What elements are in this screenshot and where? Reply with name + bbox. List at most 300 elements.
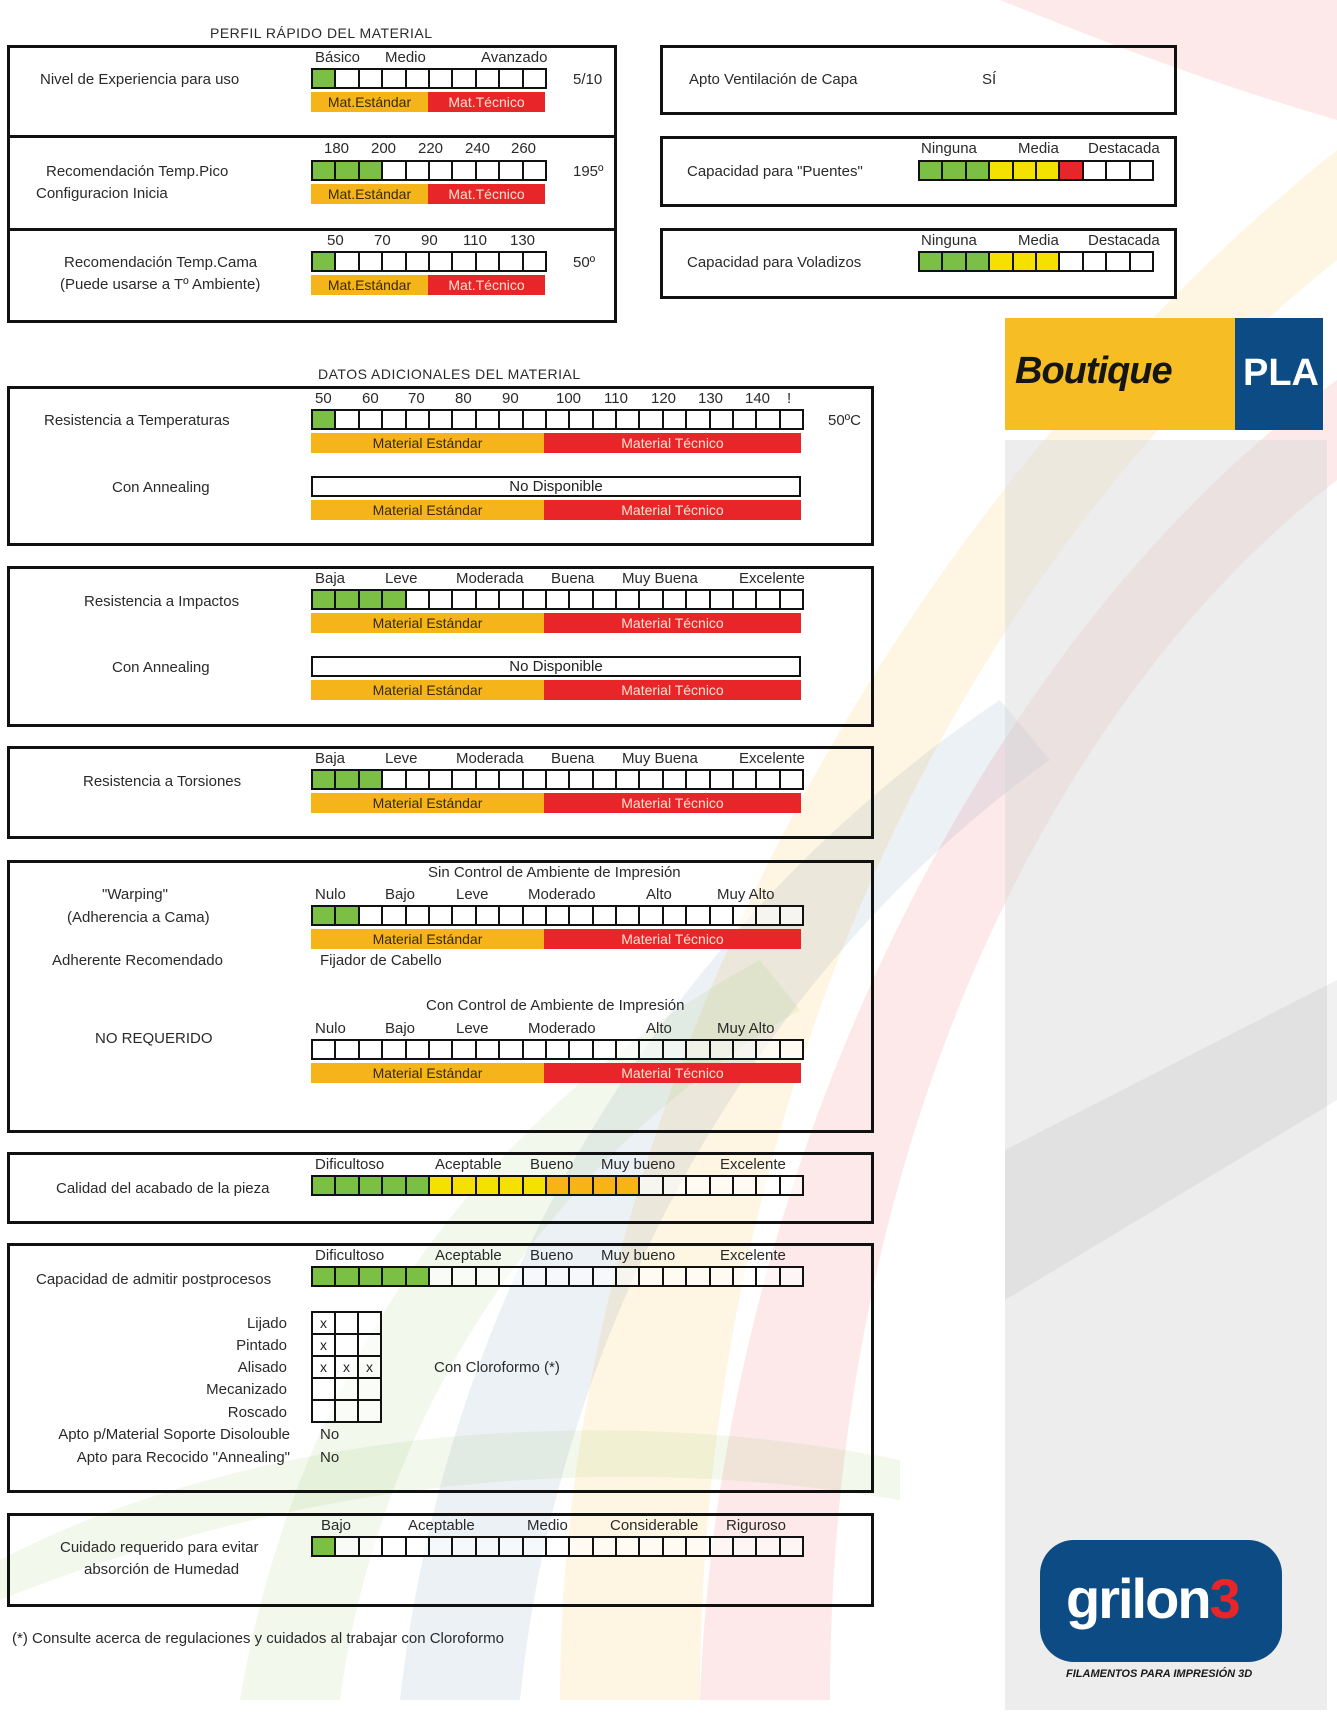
gauge-cell [1014, 162, 1037, 179]
process-mark [359, 1379, 382, 1401]
gauge-cell [990, 253, 1013, 270]
scale-label: Avanzado [481, 49, 548, 66]
scale-label: Ninguna [921, 140, 977, 157]
gauge-cell [943, 253, 966, 270]
scale-label: 130 [698, 390, 724, 407]
scale-label: 80 [455, 390, 472, 407]
gauge-cell [711, 1177, 734, 1194]
scale-label: 70 [374, 232, 391, 249]
gauge-cell [664, 1041, 687, 1058]
postprocesos-gauge [311, 1266, 804, 1287]
gauge-cell [407, 253, 430, 270]
gauge-cell [711, 1041, 734, 1058]
puentes-label: Capacidad para "Puentes" [687, 163, 863, 180]
gauge-cell [734, 1268, 757, 1285]
scale-label: Muy Alto [717, 1020, 775, 1037]
gauge-cell [407, 1177, 430, 1194]
gauge-cell [920, 253, 943, 270]
temp-cama-value: 50º [573, 254, 596, 271]
scale-label: 90 [502, 390, 519, 407]
datos-title: DATOS ADICIONALES DEL MATERIAL [318, 366, 581, 382]
gauge-cell [734, 771, 757, 788]
gauge-cell [453, 907, 476, 924]
humedad-gauge [311, 1536, 804, 1557]
scale-label: 120 [651, 390, 677, 407]
soporte-label: Apto p/Material Soporte Disolouble [58, 1426, 290, 1443]
warping-con-gauge [311, 1039, 804, 1060]
perfil-title: PERFIL RÁPIDO DEL MATERIAL [210, 25, 433, 41]
gauge-cell [430, 1041, 453, 1058]
gauge-cell [360, 771, 383, 788]
gauge-cell [547, 1041, 570, 1058]
gauge-cell [313, 1177, 336, 1194]
band-std: Material Estándar [311, 1063, 544, 1083]
gauge-cell [617, 591, 640, 608]
scale-label: Media [1018, 140, 1059, 157]
warping-label-2: (Adherencia a Cama) [67, 909, 210, 926]
voladizos-label: Capacidad para Voladizos [687, 254, 862, 271]
gauge-cell [313, 411, 336, 428]
boutique-text: Boutique [1015, 350, 1172, 392]
temp-pico-label: Recomendación Temp.Pico [46, 163, 229, 180]
gauge-cell [664, 907, 687, 924]
impactos-no-disponible: No Disponible [311, 656, 801, 677]
gauge-cell [500, 771, 523, 788]
band-tec: Material Técnico [544, 613, 801, 633]
process-label-alisado: Alisado [237, 1359, 287, 1376]
scale-label: 90 [421, 232, 438, 249]
scale-label: 260 [511, 140, 537, 157]
gauge-cell [383, 253, 406, 270]
band-std: Material Estándar [311, 500, 544, 520]
gauge-cell [547, 1268, 570, 1285]
gauge-cell [313, 253, 336, 270]
scale-label: Ninguna [921, 232, 977, 249]
process-row-pintado [313, 1335, 382, 1357]
gauge-cell [943, 162, 966, 179]
scale-label: 50 [315, 390, 332, 407]
gauge-cell [430, 162, 453, 179]
scale-label: Muy bueno [601, 1247, 676, 1264]
scale-label: Bueno [530, 1156, 574, 1173]
gauge-cell [500, 70, 523, 87]
gauge-cell [594, 771, 617, 788]
humedad-label: Cuidado requerido para evitar [60, 1539, 259, 1556]
gauge-cell [594, 1538, 617, 1555]
gauge-cell [1037, 162, 1060, 179]
scale-label: Excelente [739, 570, 805, 587]
impactos-annealing-band [311, 680, 801, 700]
gauge-cell [453, 1041, 476, 1058]
gauge-cell [1131, 162, 1154, 179]
grilon-logo [1040, 1540, 1282, 1662]
ventilacion-value: SÍ [982, 71, 997, 88]
scale-label: Excelente [720, 1156, 786, 1173]
gauge-cell [711, 1538, 734, 1555]
gauge-cell [477, 162, 500, 179]
scale-label: 70 [408, 390, 425, 407]
band-tec: Material Técnico [544, 929, 801, 949]
gauge-cell [617, 1041, 640, 1058]
scale-label: Destacada [1088, 140, 1160, 157]
scale-label: Leve [456, 1020, 489, 1037]
gauge-cell [524, 70, 547, 87]
gauge-cell [430, 1268, 453, 1285]
warping-con-title: Con Control de Ambiente de Impresión [426, 997, 685, 1014]
gauge-cell [594, 1041, 617, 1058]
gauge-cell [990, 162, 1013, 179]
gauge-cell [734, 1177, 757, 1194]
gauge-cell [920, 162, 943, 179]
gauge-cell [711, 591, 734, 608]
gauge-cell [640, 771, 663, 788]
gauge-cell [757, 1041, 780, 1058]
gauge-cell [687, 1177, 710, 1194]
scale-label: Bueno [530, 1247, 574, 1264]
gauge-cell [500, 162, 523, 179]
postprocesos-label: Capacidad de admitir postprocesos [36, 1271, 272, 1288]
gauge-cell [664, 1538, 687, 1555]
gauge-cell [570, 907, 593, 924]
gauge-cell [407, 771, 430, 788]
scale-label: Moderada [456, 570, 524, 587]
gauge-cell [781, 411, 804, 428]
no-requerido: NO REQUERIDO [95, 1030, 213, 1047]
process-mark [359, 1401, 382, 1423]
scale-label: Nulo [315, 1020, 346, 1037]
gauge-cell [570, 1538, 593, 1555]
gauge-cell [430, 591, 453, 608]
band-std: Mat.Estándar [311, 275, 428, 295]
scale-label: Alto [646, 886, 672, 903]
gauge-cell [453, 771, 476, 788]
gauge-cell [477, 1268, 500, 1285]
gauge-cell [640, 591, 663, 608]
gauge-cell [407, 1538, 430, 1555]
temperaturas-no-disponible: No Disponible [311, 476, 801, 497]
gauge-cell [524, 253, 547, 270]
gauge-cell [757, 1538, 780, 1555]
gauge-cell [617, 771, 640, 788]
gauge-cell [336, 1538, 359, 1555]
gauge-cell [453, 1538, 476, 1555]
gauge-cell [453, 591, 476, 608]
temperaturas-band [311, 433, 801, 453]
scale-label: Media [1018, 232, 1059, 249]
gauge-cell [664, 411, 687, 428]
process-mark: x [336, 1357, 359, 1379]
gauge-cell [757, 1268, 780, 1285]
scale-label: Dificultoso [315, 1247, 385, 1264]
pla-logo [1235, 318, 1323, 430]
process-mark: x [313, 1335, 336, 1357]
gauge-cell [617, 1538, 640, 1555]
gauge-cell [524, 411, 547, 428]
scale-label: Baja [315, 750, 346, 767]
gauge-cell [430, 1538, 453, 1555]
scale-label: Bajo [385, 886, 416, 903]
gauge-cell [360, 591, 383, 608]
gauge-cell [313, 162, 336, 179]
gauge-cell [687, 411, 710, 428]
gauge-cell [453, 70, 476, 87]
gauge-cell [617, 1268, 640, 1285]
gauge-cell [500, 1538, 523, 1555]
soporte-value: No [320, 1426, 340, 1443]
temperaturas-gauge [311, 409, 804, 430]
process-mark [336, 1401, 359, 1423]
scale-label: Básico [315, 49, 361, 66]
scale-label: 50 [327, 232, 344, 249]
gauge-cell [734, 411, 757, 428]
gauge-cell [430, 411, 453, 428]
band-tec: Material Técnico [544, 680, 801, 700]
scale-label: Moderado [528, 886, 596, 903]
scale-label: Medio [385, 49, 426, 66]
gauge-cell [477, 591, 500, 608]
gauge-cell [687, 771, 710, 788]
gauge-cell [453, 162, 476, 179]
band-tec: Material Técnico [544, 1063, 801, 1083]
gauge-cell [407, 1268, 430, 1285]
gauge-cell [336, 771, 359, 788]
gauge-cell [336, 1268, 359, 1285]
process-mark: x [359, 1357, 382, 1379]
gauge-cell [336, 70, 359, 87]
gauge-cell [383, 1041, 406, 1058]
gauge-cell [407, 70, 430, 87]
gauge-cell [967, 162, 990, 179]
scale-label: 220 [418, 140, 444, 157]
gauge-cell [570, 771, 593, 788]
gauge-cell [547, 1538, 570, 1555]
gauge-cell [1084, 162, 1107, 179]
gauge-cell [453, 253, 476, 270]
band-std: Mat.Estándar [311, 184, 428, 204]
gauge-cell [524, 1538, 547, 1555]
process-row-lijado [313, 1313, 382, 1335]
temp-cama-gauge [311, 251, 547, 272]
gauge-cell [336, 1177, 359, 1194]
gauge-cell [477, 70, 500, 87]
experiencia-value: 5/10 [573, 71, 603, 88]
gauge-cell [524, 1177, 547, 1194]
process-grid [311, 1311, 382, 1423]
impactos-annealing-label: Con Annealing [112, 659, 210, 676]
gauge-cell [734, 1041, 757, 1058]
gauge-cell [407, 907, 430, 924]
process-mark [336, 1335, 359, 1357]
gauge-cell [711, 771, 734, 788]
temp-pico-gauge [311, 160, 547, 181]
gauge-cell [547, 907, 570, 924]
scale-label: Baja [315, 570, 346, 587]
gauge-cell [547, 411, 570, 428]
gauge-cell [1131, 253, 1154, 270]
gauge-cell [430, 1177, 453, 1194]
gauge-cell [734, 1538, 757, 1555]
gauge-cell [336, 907, 359, 924]
temperaturas-annealing-band [311, 500, 801, 520]
temp-cama-label: Recomendación Temp.Cama [64, 254, 258, 271]
scale-label: Leve [385, 750, 418, 767]
scale-label: Aceptable [435, 1247, 502, 1264]
voladizos-gauge [918, 251, 1154, 272]
torsiones-band [311, 793, 801, 813]
gauge-cell [781, 591, 804, 608]
band-tec: Material Técnico [544, 793, 801, 813]
band-std: Material Estándar [311, 929, 544, 949]
gauge-cell [453, 411, 476, 428]
scale-label: Moderada [456, 750, 524, 767]
gauge-cell [360, 411, 383, 428]
scale-label: Aceptable [435, 1156, 502, 1173]
gauge-cell [1060, 253, 1083, 270]
gauge-cell [617, 1177, 640, 1194]
acabado-label: Calidad del acabado de la pieza [56, 1180, 270, 1197]
warping-con-band [311, 1063, 801, 1083]
pla-text: PLA [1243, 352, 1319, 394]
gauge-cell [477, 1041, 500, 1058]
scale-label: 60 [362, 390, 379, 407]
scale-label: Excelente [739, 750, 805, 767]
band-std: Mat.Estándar [311, 92, 428, 112]
gauge-cell [336, 1041, 359, 1058]
gauge-cell [383, 162, 406, 179]
process-mark: x [313, 1313, 336, 1335]
gauge-cell [640, 1041, 663, 1058]
gauge-cell [430, 70, 453, 87]
process-row-roscado [313, 1401, 382, 1423]
torsiones-label: Resistencia a Torsiones [83, 773, 242, 790]
gauge-cell [477, 1538, 500, 1555]
gauge-cell [687, 907, 710, 924]
temperaturas-annealing-label: Con Annealing [112, 479, 210, 496]
grilon-number: 3 [1209, 1567, 1239, 1630]
gauge-cell [360, 907, 383, 924]
gauge-cell [524, 771, 547, 788]
gauge-cell [477, 253, 500, 270]
band-std: Material Estándar [311, 613, 544, 633]
adherente-label: Adherente Recomendado [52, 952, 223, 969]
gauge-cell [1107, 253, 1130, 270]
gauge-cell [687, 1538, 710, 1555]
scale-label: Buena [551, 750, 595, 767]
gauge-cell [570, 1177, 593, 1194]
gauge-cell [640, 1538, 663, 1555]
scale-label: Leve [385, 570, 418, 587]
impactos-gauge [311, 589, 804, 610]
scale-label: Bajo [385, 1020, 416, 1037]
gauge-cell [1060, 162, 1083, 179]
process-label-lijado: Lijado [246, 1315, 287, 1332]
scale-label: 180 [324, 140, 350, 157]
gauge-cell [711, 411, 734, 428]
gauge-cell [383, 1268, 406, 1285]
gauge-cell [547, 771, 570, 788]
gauge-cell [313, 1538, 336, 1555]
gauge-cell [594, 1177, 617, 1194]
gauge-cell [711, 1268, 734, 1285]
grilon-tagline: FILAMENTOS PARA IMPRESIÓN 3D [1066, 1668, 1253, 1680]
scale-label: Nulo [315, 886, 346, 903]
gauge-cell [360, 1538, 383, 1555]
scale-label: Bajo [321, 1517, 352, 1534]
gauge-cell [547, 1177, 570, 1194]
gauge-cell [664, 771, 687, 788]
gauge-cell [500, 411, 523, 428]
scale-label: Buena [551, 570, 595, 587]
gauge-cell [500, 907, 523, 924]
gauge-cell [967, 253, 990, 270]
scale-label: 110 [604, 390, 628, 407]
scale-label: 240 [465, 140, 491, 157]
humedad-label-2: absorción de Humedad [84, 1561, 240, 1578]
torsiones-gauge [311, 769, 804, 790]
boutique-logo [1005, 318, 1235, 430]
process-row-mecanizado [313, 1379, 382, 1401]
gauge-cell [477, 411, 500, 428]
gauge-cell [336, 411, 359, 428]
gauge-cell [313, 1041, 336, 1058]
temp-pico-value: 195º [573, 163, 604, 180]
scale-label: 200 [371, 140, 397, 157]
band-tec: Mat.Técnico [428, 275, 545, 295]
scale-label: ! [787, 390, 792, 407]
gauge-cell [336, 162, 359, 179]
gauge-cell [757, 411, 780, 428]
scale-label: Moderado [528, 1020, 596, 1037]
recocido-label: Apto para Recocido "Annealing" [76, 1449, 290, 1466]
gauge-cell [640, 411, 663, 428]
gauge-cell [594, 1268, 617, 1285]
gauge-cell [336, 591, 359, 608]
warping-sin-band [311, 929, 801, 949]
gauge-cell [781, 1268, 804, 1285]
gauge-cell [547, 591, 570, 608]
scale-label: Muy Buena [622, 750, 698, 767]
gauge-cell [524, 162, 547, 179]
cloroformo-note: Con Cloroformo (*) [434, 1359, 560, 1376]
gauge-cell [711, 907, 734, 924]
scale-label: 110 [463, 232, 487, 249]
band-std: Material Estándar [311, 680, 544, 700]
scale-label: Muy Buena [622, 570, 698, 587]
puentes-gauge [918, 160, 1154, 181]
gauge-cell [570, 1268, 593, 1285]
scale-label: Leve [456, 886, 489, 903]
gauge-cell [360, 162, 383, 179]
gauge-cell [407, 162, 430, 179]
impactos-label: Resistencia a Impactos [84, 593, 240, 610]
gauge-cell [313, 771, 336, 788]
gauge-cell [430, 907, 453, 924]
gauge-cell [640, 1177, 663, 1194]
gauge-cell [383, 411, 406, 428]
temp-pico-band [311, 184, 545, 204]
gauge-cell [383, 70, 406, 87]
band-std: Material Estándar [311, 433, 544, 453]
temp-cama-band [311, 275, 545, 295]
gauge-cell [1037, 253, 1060, 270]
gauge-cell [500, 1177, 523, 1194]
gauge-cell [360, 1041, 383, 1058]
gauge-cell [687, 1041, 710, 1058]
gauge-cell [313, 591, 336, 608]
band-tec: Mat.Técnico [428, 92, 545, 112]
perfil-divider-2 [7, 228, 617, 231]
gauge-cell [757, 591, 780, 608]
